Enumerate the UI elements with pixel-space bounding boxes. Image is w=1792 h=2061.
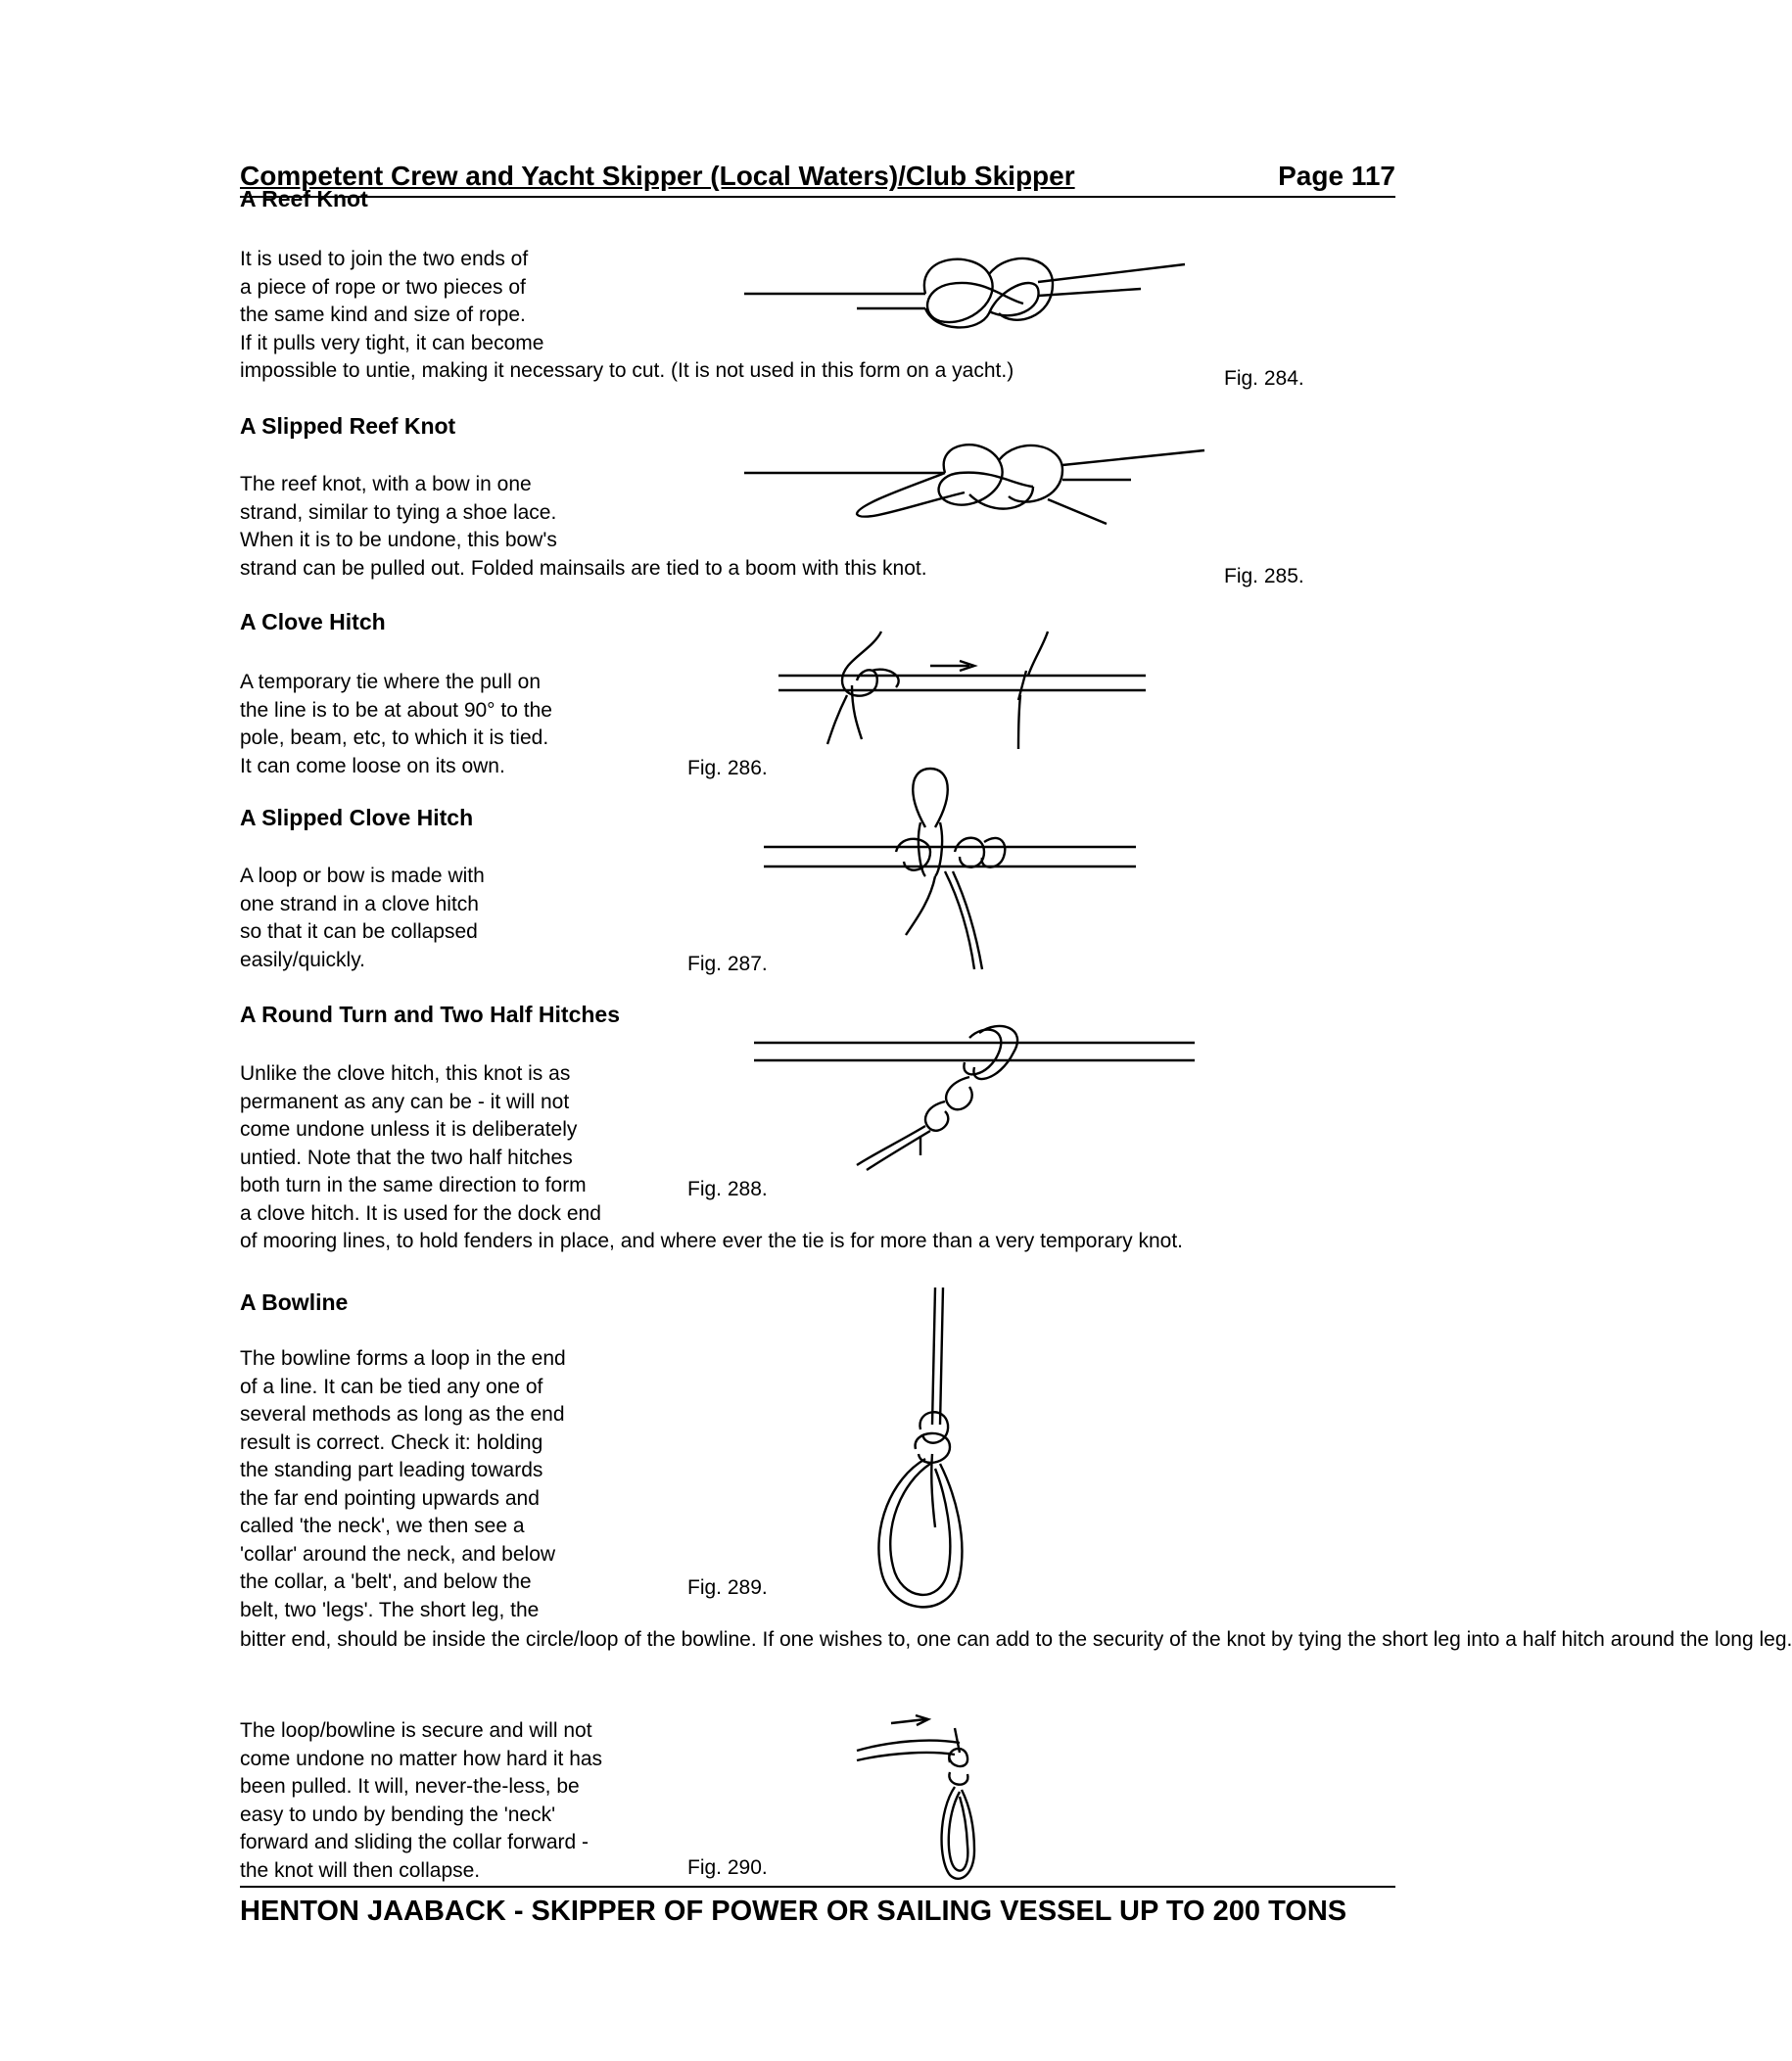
page-footer: HENTON JAABACK - SKIPPER OF POWER OR SAILING VESSEL UP TO 200 TONS: [240, 1896, 1347, 1927]
figure-label-286: Fig. 286.: [687, 757, 768, 779]
figure-label-289: Fig. 289.: [687, 1576, 768, 1599]
figure-label-285: Fig. 285.: [1224, 565, 1304, 587]
slipped-clove-hitch-illustration: [759, 764, 1151, 974]
section-text-slipped-reef-knot: The reef knot, with a bow in one strand, similar to tying a shoe lace. When it is to be undone, this bow's: [240, 473, 557, 551]
section-continuation-reef-knot: impossible to untie, making it necessary to cut. (It is not used in this form on a yacht.): [240, 359, 1014, 382]
section-text-round-turn: Unlike the clove hitch, this knot is as permanent as any can be - it will not come undone unless it is deliberately untied. Note that the two half hitches both turn in the same direction to form a clove hitch. It is used for the dock end: [240, 1062, 601, 1225]
section-title-slipped-clove-hitch: A Slipped Clove Hitch: [240, 805, 474, 830]
section-continuation-bowline: bitter end, should be inside the circle/loop of the bowline. If one wishes to, one can add to the security of the knot by tying the short leg into a half hitch around the long leg.: [240, 1628, 1792, 1651]
section-title-round-turn: A Round Turn and Two Half Hitches: [240, 1002, 621, 1027]
header-title: Competent Crew and Yacht Skipper (Local Waters)/Club Skipper: [240, 161, 1075, 191]
section-text-bowline-secure: The loop/bowline is secure and will not come undone no matter how hard it has been pulled. It will, never-the-less, be easy to undo by bending the 'neck' forward and sliding the collar forward - the knot will then collapse.: [240, 1719, 603, 1882]
section-text-clove-hitch: A temporary tie where the pull on the line is to be at about 90° to the pole, beam, etc, to which it is tied. It can come loose on its own.: [240, 671, 552, 777]
section-text-slipped-clove-hitch: A loop or bow is made with one strand in a clove hitch so that it can be collapsed easily/quickly.: [240, 865, 485, 971]
bowline-illustration: [842, 1283, 989, 1620]
figure-label-287: Fig. 287.: [687, 953, 768, 975]
page-number: Page 117: [1278, 161, 1395, 191]
section-text-reef-knot: It is used to join the two ends of a piece of rope or two pieces of the same kind and size of rope. If it pulls very tight, it can become: [240, 248, 544, 354]
figure-label-288: Fig. 288.: [687, 1178, 768, 1200]
section-text-bowline: The bowline forms a loop in the end of a line. It can be tied any one of several methods as long as the end result is correct. Check it: holding the standing part leading towards the far end pointing upwards and called 'the neck', we then see a 'collar' around the neck, and below the collar, a 'belt', and below the belt, two 'legs'. The short leg, the: [240, 1347, 566, 1621]
bowline-secure-illustration: [852, 1713, 989, 1885]
footer-rule: [240, 1886, 1395, 1888]
section-title-bowline: A Bowline: [240, 1289, 349, 1315]
figure-label-290: Fig. 290.: [687, 1856, 768, 1879]
section-title-slipped-reef-knot: A Slipped Reef Knot: [240, 413, 456, 439]
section-title-reef-knot: A Reef Knot: [240, 186, 368, 211]
section-continuation-slipped-reef-knot: strand can be pulled out. Folded mainsails are tied to a boom with this knot.: [240, 557, 927, 580]
round-turn-two-half-hitches-illustration: [749, 1023, 1200, 1180]
page-header: [240, 153, 1395, 198]
slipped-reef-knot-illustration: [739, 426, 1209, 534]
section-title-clove-hitch: A Clove Hitch: [240, 609, 386, 634]
reef-knot-illustration: [739, 235, 1190, 343]
clove-hitch-illustration: [774, 627, 1155, 754]
section-continuation-round-turn: of mooring lines, to hold fenders in place, and where ever the tie is for more than a very temporary knot.: [240, 1230, 1183, 1252]
figure-label-284: Fig. 284.: [1224, 367, 1304, 390]
